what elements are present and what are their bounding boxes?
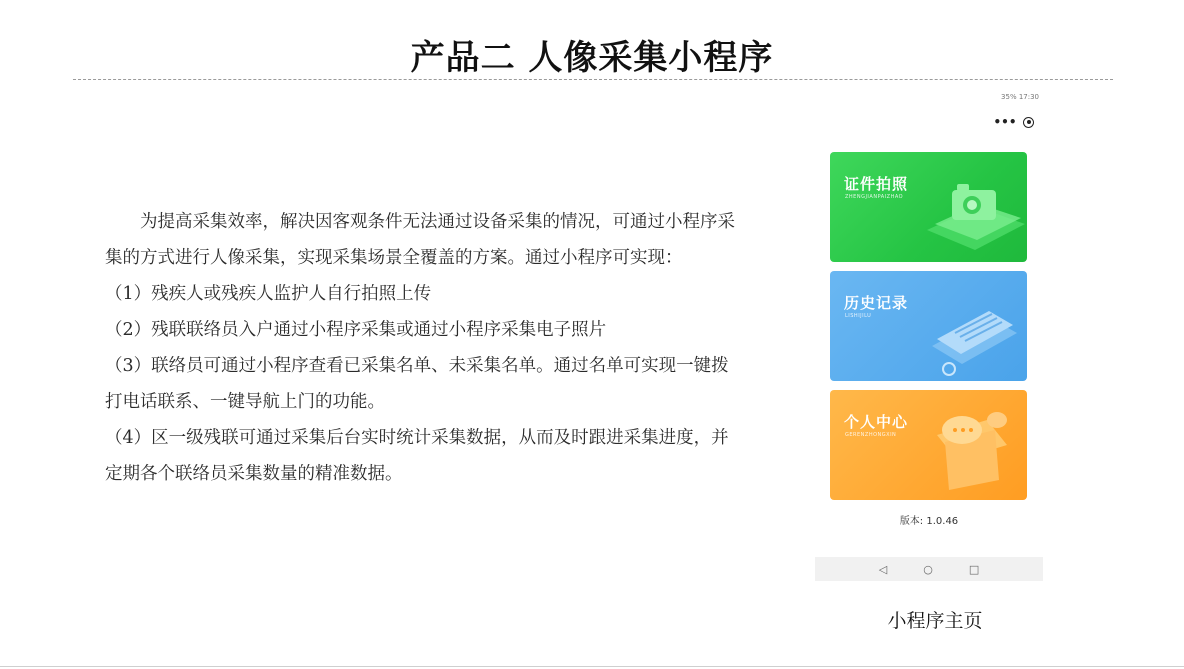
home-icon[interactable]: ○ [923, 562, 933, 576]
chat-box-icon [907, 390, 1027, 500]
phone-screenshot [815, 88, 1043, 583]
screenshot-caption: 小程序主页 [887, 610, 983, 632]
card-profile[interactable] [830, 390, 1027, 500]
feature-item-4: （4）区一级残联可通过采集后台实时统计采集数据，从而及时跟进采集进度，并定期各个联络员采集数量的精准数据。 [105, 428, 729, 484]
card-title: 历史记录 [844, 294, 909, 312]
camera-icon [907, 152, 1027, 262]
card-title: 证件拍照 [844, 175, 909, 193]
miniprogram-capsule[interactable] [990, 111, 1038, 133]
feature-item-2: （2）残联联络员入户通过小程序采集或通过小程序采集电子照片 [105, 320, 607, 340]
description-text [105, 204, 735, 492]
back-icon[interactable]: ◁ [878, 562, 888, 576]
title-divider [73, 79, 1113, 80]
document-stack-icon [907, 271, 1027, 381]
card-subtitle: ZHENGJIANPAIZHAO [845, 194, 904, 200]
card-subtitle: LISHIJILU [845, 313, 872, 319]
close-record-icon[interactable] [1023, 117, 1034, 128]
feature-item-3: （3）联络员可通过小程序查看已采集名单、未采集名单。通过名单可实现一键拨打电话联系、一键导航上门的功能。 [105, 356, 729, 412]
status-bar: 35% 17:30 [1001, 93, 1039, 101]
card-id-photo[interactable] [830, 152, 1027, 262]
slide-title: 产品二 人像采集小程序 [410, 38, 774, 78]
feature-item-1: （1）残疾人或残疾人监护人自行拍照上传 [105, 284, 432, 304]
card-title: 个人中心 [844, 413, 909, 431]
description-paragraph: 为提高采集效率，解决因客观条件无法通过设备采集的情况，可通过小程序采集的方式进行人像采集，实现采集场景全覆盖的方案。通过小程序可实现： [105, 212, 735, 268]
android-nav-bar [815, 557, 1043, 581]
card-subtitle: GERENZHONGXIN [845, 432, 897, 438]
more-icon[interactable]: ••• [993, 115, 1017, 129]
recent-apps-icon[interactable]: □ [968, 562, 980, 576]
bottom-divider [0, 666, 1184, 667]
card-history[interactable] [830, 271, 1027, 381]
version-label: 版本: 1.0.46 [899, 516, 959, 527]
